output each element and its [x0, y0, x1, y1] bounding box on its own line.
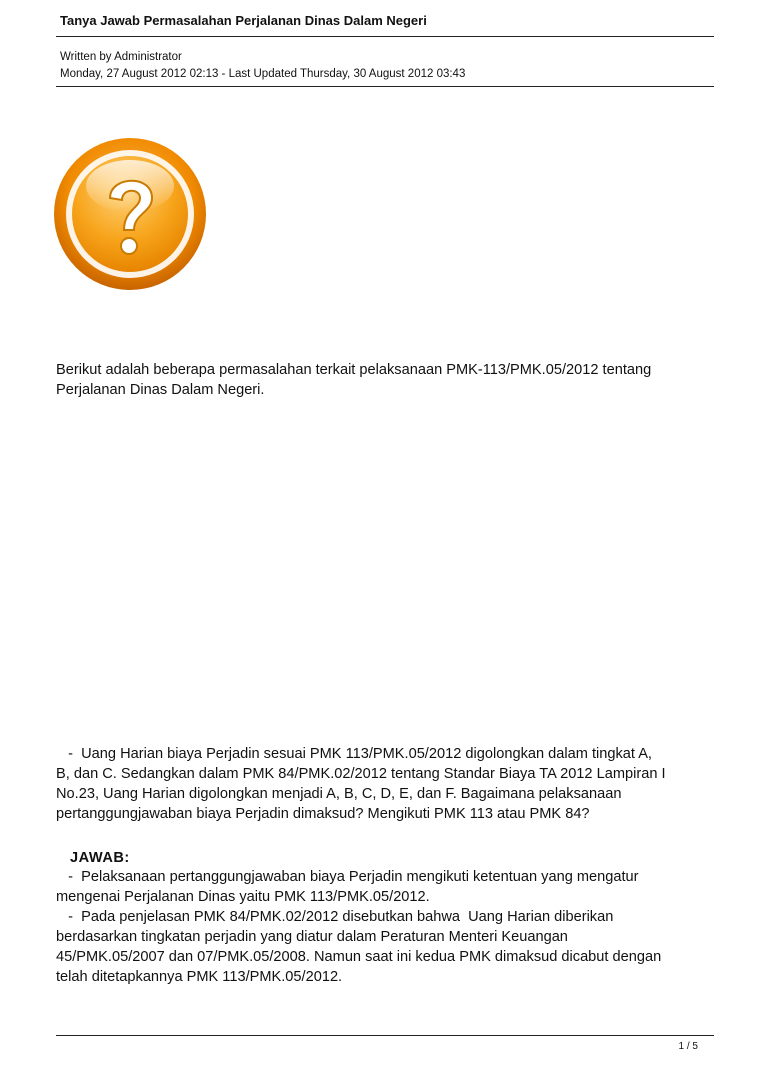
page-title: Tanya Jawab Permasalahan Perjalanan Dinas Dalam Negeri	[60, 13, 427, 28]
question-line: - Uang Harian biaya Perjadin sesuai PMK 113/PMK.05/2012 digolongkan dalam tingkat A,	[56, 746, 652, 762]
answer-heading: JAWAB:	[70, 850, 130, 866]
intro-line: Berikut adalah beberapa permasalahan terkait pelaksanaan PMK-113/PMK.05/2012 tentang	[56, 362, 652, 378]
page-number: 1 / 5	[678, 1041, 698, 1052]
question-paragraph	[56, 744, 716, 824]
intro-paragraph	[56, 360, 716, 400]
question-mark-icon	[52, 136, 208, 292]
author-line: Written by Administrator	[60, 51, 182, 63]
intro-line: Perjalanan Dinas Dalam Negeri.	[56, 382, 265, 398]
question-line: B, dan C. Sedangkan dalam PMK 84/PMK.02/2012 tentang Standar Biaya TA 2012 Lampiran I	[56, 766, 666, 782]
header-divider-top	[56, 36, 714, 37]
answer-line: - Pelaksanaan pertanggungjawaban biaya Perjadin mengikuti ketentuan yang mengatur	[56, 869, 639, 885]
question-line: pertanggungjawaban biaya Perjadin dimaksud? Mengikuti PMK 113 atau PMK 84?	[56, 806, 590, 822]
header-divider-bottom	[56, 86, 714, 87]
footer-divider	[56, 1035, 714, 1036]
question-line: No.23, Uang Harian digolongkan menjadi A, B, C, D, E, dan F. Bagaimana pelaksanaan	[56, 786, 622, 802]
date-line: Monday, 27 August 2012 02:13 - Last Updated Thursday, 30 August 2012 03:43	[60, 68, 466, 80]
answer-line: mengenai Perjalanan Dinas yaitu PMK 113/PMK.05/2012.	[56, 889, 430, 905]
answer-line: - Pada penjelasan PMK 84/PMK.02/2012 disebutkan bahwa Uang Harian diberikan	[56, 909, 614, 925]
answer-line: telah ditetapkannya PMK 113/PMK.05/2012.	[56, 969, 343, 985]
answer-line: 45/PMK.05/2007 dan 07/PMK.05/2008. Namun saat ini kedua PMK dimaksud dicabut dengan	[56, 949, 662, 965]
answer-paragraph	[56, 867, 716, 987]
answer-line: berdasarkan tingkatan perjadin yang diatur dalam Peraturan Menteri Keuangan	[56, 929, 568, 945]
